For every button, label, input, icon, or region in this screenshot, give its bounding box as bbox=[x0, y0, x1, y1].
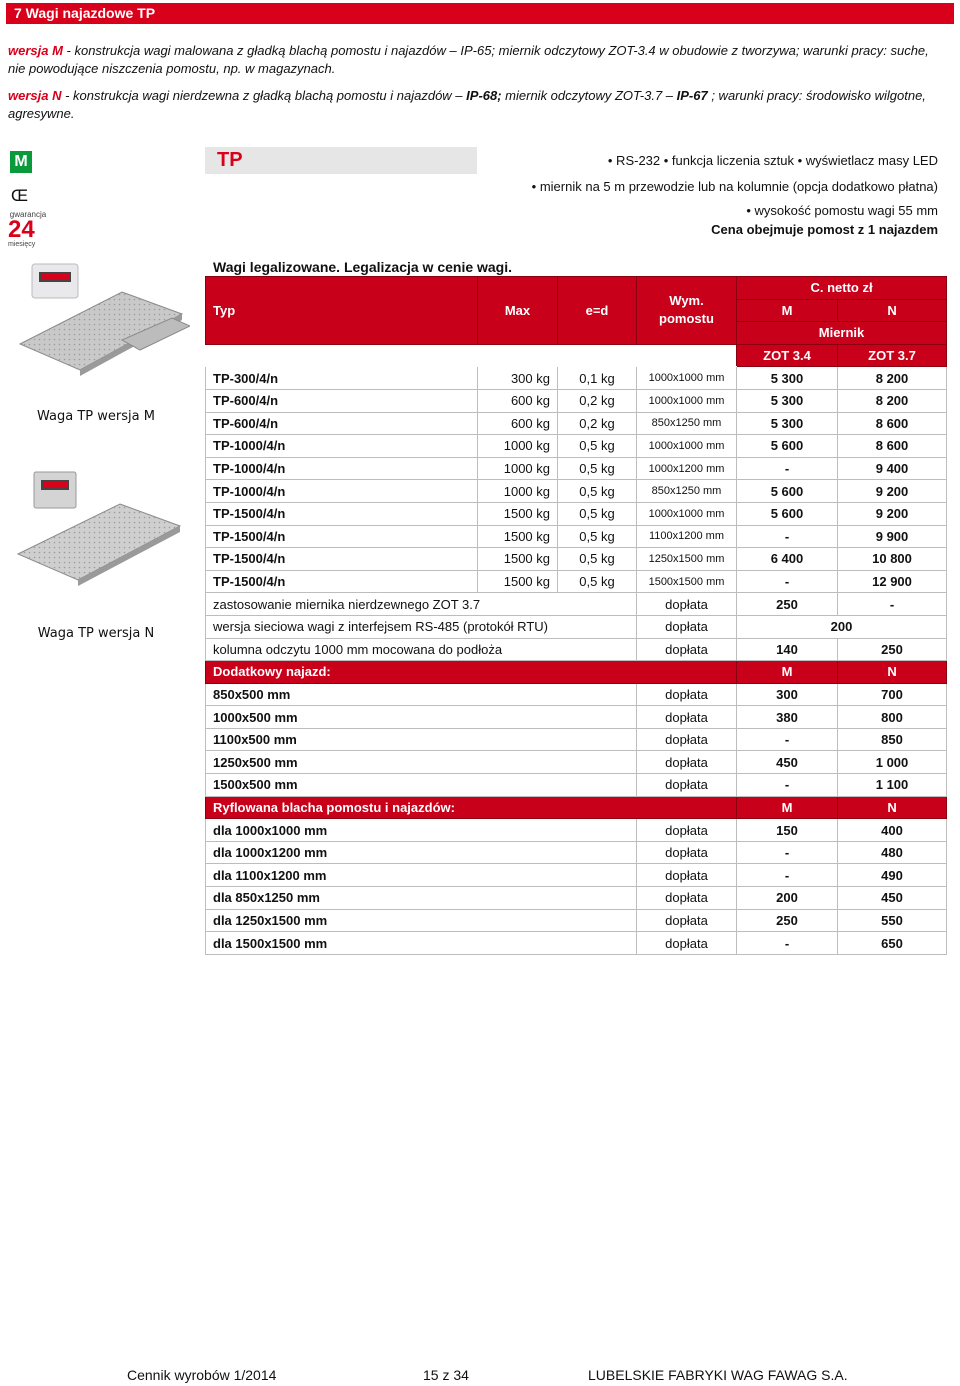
version-n-ip68: IP-68; bbox=[466, 88, 502, 103]
model-e: 0,2 kg bbox=[558, 412, 637, 435]
col-header-zot37: ZOT 3.7 bbox=[838, 344, 947, 367]
footer-page: 15 z 34 bbox=[423, 1367, 469, 1383]
ramp-price-m: 450 bbox=[737, 751, 838, 774]
col-header-zot34: ZOT 3.4 bbox=[737, 344, 838, 367]
model-type: TP-1000/4/n bbox=[206, 457, 478, 480]
model-e: 0,5 kg bbox=[558, 548, 637, 571]
scale-n-photo bbox=[12, 470, 190, 595]
guarantee-bottom: miesięcy bbox=[8, 241, 36, 248]
ramp-header bbox=[206, 661, 947, 684]
version-n-text-c: ; warunki pracy: środowisko wilgotne, agresywne. bbox=[8, 88, 926, 121]
ramp-col-n: N bbox=[838, 661, 947, 684]
model-price-m: - bbox=[737, 457, 838, 480]
model-platform-size: 1100x1200 mm bbox=[637, 525, 737, 548]
ribbed-price-m: - bbox=[737, 932, 838, 955]
ramp-price-m: - bbox=[737, 774, 838, 797]
ribbed-row bbox=[206, 864, 947, 887]
model-platform-size: 1500x1500 mm bbox=[637, 570, 737, 593]
ribbed-label: dla 1500x1500 mm bbox=[206, 932, 637, 955]
model-price-n: 9 900 bbox=[838, 525, 947, 548]
ribbed-header bbox=[206, 796, 947, 819]
option-label: zastosowanie miernika nierdzewnego ZOT 3.7 bbox=[206, 593, 637, 616]
model-price-n: 9 200 bbox=[838, 480, 947, 503]
ribbed-surcharge: dopłata bbox=[637, 864, 737, 887]
model-type: TP-1500/4/n bbox=[206, 525, 478, 548]
ramp-label: 1250x500 mm bbox=[206, 751, 637, 774]
ribbed-surcharge: dopłata bbox=[637, 909, 737, 932]
footer-company: LUBELSKIE FABRYKI WAG FAWAG S.A. bbox=[588, 1367, 848, 1383]
option-row bbox=[206, 638, 947, 661]
ramp-price-n: 850 bbox=[838, 728, 947, 751]
ribbed-row bbox=[206, 887, 947, 910]
model-price-m: - bbox=[737, 525, 838, 548]
model-platform-size: 1000x1000 mm bbox=[637, 502, 737, 525]
model-price-m: 5 300 bbox=[737, 367, 838, 390]
option-price-n: - bbox=[838, 593, 947, 616]
ribbed-price-m: - bbox=[737, 864, 838, 887]
model-e: 0,2 kg bbox=[558, 389, 637, 412]
option-surcharge: dopłata bbox=[637, 593, 737, 616]
ribbed-surcharge: dopłata bbox=[637, 887, 737, 910]
guarantee-number: 24 bbox=[8, 216, 35, 243]
feature-line-3: • wysokość pomostu wagi 55 mm bbox=[746, 203, 938, 218]
model-e: 0,5 kg bbox=[558, 525, 637, 548]
ribbed-price-m: 200 bbox=[737, 887, 838, 910]
model-e: 0,5 kg bbox=[558, 570, 637, 593]
ramp-surcharge: dopłata bbox=[637, 706, 737, 729]
table-row bbox=[206, 367, 947, 390]
ribbed-title: Ryflowana blacha pomostu i najazdów: bbox=[206, 796, 737, 819]
ribbed-row bbox=[206, 909, 947, 932]
col-header-e: e=d bbox=[558, 277, 637, 345]
ribbed-price-n: 400 bbox=[838, 819, 947, 842]
model-platform-size: 1000x1000 mm bbox=[637, 367, 737, 390]
ramp-label: 1100x500 mm bbox=[206, 728, 637, 751]
col-header-price: C. netto zł bbox=[737, 277, 947, 300]
scale-m-photo bbox=[12, 262, 190, 387]
col-header-wym bbox=[637, 277, 737, 345]
ribbed-row bbox=[206, 819, 947, 842]
ribbed-row bbox=[206, 841, 947, 864]
ramp-price-n: 1 100 bbox=[838, 774, 947, 797]
model-price-m: 5 600 bbox=[737, 502, 838, 525]
version-n-text-a: - konstrukcja wagi nierdzewna z gładką blachą pomostu i najazdów – bbox=[61, 88, 467, 103]
model-type: TP-1500/4/n bbox=[206, 502, 478, 525]
model-platform-size: 850x1250 mm bbox=[637, 480, 737, 503]
model-price-n: 8 200 bbox=[838, 367, 947, 390]
price-table bbox=[205, 276, 947, 955]
model-type: TP-600/4/n bbox=[206, 389, 478, 412]
ramp-title: Dodatkowy najazd: bbox=[206, 661, 737, 684]
model-max: 1000 kg bbox=[478, 435, 558, 458]
ribbed-col-m: M bbox=[737, 796, 838, 819]
legalization-note: Wagi legalizowane. Legalizacja w cenie wagi. bbox=[213, 259, 513, 275]
option-price-n: 250 bbox=[838, 638, 947, 661]
table-row bbox=[206, 435, 947, 458]
model-price-m: 6 400 bbox=[737, 548, 838, 571]
ribbed-label: dla 850x1250 mm bbox=[206, 887, 637, 910]
option-label: wersja sieciowa wagi z interfejsem RS-485 (protokół RTU) bbox=[206, 615, 637, 638]
feature-line-1: • RS-232 • funkcja liczenia sztuk • wyświetlacz masy LED bbox=[607, 153, 938, 168]
ribbed-price-n: 550 bbox=[838, 909, 947, 932]
table-row bbox=[206, 502, 947, 525]
footer-catalog: Cennik wyrobów 1/2014 bbox=[127, 1367, 277, 1383]
model-platform-size: 850x1250 mm bbox=[637, 412, 737, 435]
model-max: 1000 kg bbox=[478, 480, 558, 503]
model-e: 0,5 kg bbox=[558, 457, 637, 480]
ribbed-surcharge: dopłata bbox=[637, 841, 737, 864]
version-n-text-b: miernik odczytowy ZOT-3.7 – bbox=[501, 88, 677, 103]
ramp-surcharge: dopłata bbox=[637, 728, 737, 751]
model-max: 1000 kg bbox=[478, 457, 558, 480]
ramp-price-n: 700 bbox=[838, 683, 947, 706]
caption-version-n: Waga TP wersja N bbox=[37, 626, 155, 641]
intro-version-m bbox=[8, 42, 948, 78]
ramp-row bbox=[206, 683, 947, 706]
feature-line-2: • miernik na 5 m przewodzie lub na kolumnie (opcja dodatkowo płatna) bbox=[531, 179, 938, 194]
ribbed-label: dla 1250x1500 mm bbox=[206, 909, 637, 932]
model-platform-size: 1000x1000 mm bbox=[637, 389, 737, 412]
version-m-text: - konstrukcja wagi malowana z gładką blachą pomostu i najazdów – IP-65; miernik odczytowy ZOT-3.4 w obudowie z tworzywa; warunki pracy: suche, nie powodujące niszczenia pomostu, np. w magazynach. bbox=[8, 43, 929, 76]
option-label: kolumna odczytu 1000 mm mocowana do podłoża bbox=[206, 638, 637, 661]
model-price-m: 5 600 bbox=[737, 435, 838, 458]
section-title: 7 Wagi najazdowe TP bbox=[6, 3, 954, 24]
ribbed-label: dla 1000x1000 mm bbox=[206, 819, 637, 842]
model-max: 300 kg bbox=[478, 367, 558, 390]
model-e: 0,5 kg bbox=[558, 502, 637, 525]
model-price-n: 8 600 bbox=[838, 435, 947, 458]
ramp-price-n: 1 000 bbox=[838, 751, 947, 774]
model-price-n: 10 800 bbox=[838, 548, 947, 571]
ramp-surcharge: dopłata bbox=[637, 774, 737, 797]
model-e: 0,1 kg bbox=[558, 367, 637, 390]
feature-line-4: Cena obejmuje pomost z 1 najazdem bbox=[711, 222, 938, 237]
col-header-max: Max bbox=[478, 277, 558, 345]
col-header-m: M bbox=[737, 299, 838, 322]
caption-version-m: Waga TP wersja M bbox=[37, 409, 155, 424]
model-price-n: 9 400 bbox=[838, 457, 947, 480]
ribbed-price-n: 490 bbox=[838, 864, 947, 887]
model-type: TP-1000/4/n bbox=[206, 435, 478, 458]
option-price-m: 250 bbox=[737, 593, 838, 616]
ramp-price-m: 300 bbox=[737, 683, 838, 706]
model-type: TP-300/4/n bbox=[206, 367, 478, 390]
option-surcharge: dopłata bbox=[637, 638, 737, 661]
model-e: 0,5 kg bbox=[558, 480, 637, 503]
ramp-surcharge: dopłata bbox=[637, 751, 737, 774]
ribbed-row bbox=[206, 932, 947, 955]
model-price-n: 9 200 bbox=[838, 502, 947, 525]
table-row bbox=[206, 389, 947, 412]
model-type: TP-600/4/n bbox=[206, 412, 478, 435]
ribbed-price-m: 250 bbox=[737, 909, 838, 932]
model-max: 1500 kg bbox=[478, 570, 558, 593]
ribbed-price-m: 150 bbox=[737, 819, 838, 842]
table-row bbox=[206, 480, 947, 503]
ramp-price-m: - bbox=[737, 728, 838, 751]
product-name: TP bbox=[205, 147, 477, 174]
col-header-miernik: Miernik bbox=[737, 322, 947, 345]
model-price-n: 8 600 bbox=[838, 412, 947, 435]
table-row bbox=[206, 548, 947, 571]
model-platform-size: 1000x1000 mm bbox=[637, 435, 737, 458]
col-header-wym-1: Wym. bbox=[669, 293, 704, 309]
model-price-m: - bbox=[737, 570, 838, 593]
version-m-label: wersja M bbox=[8, 43, 63, 58]
ribbed-price-n: 450 bbox=[838, 887, 947, 910]
ribbed-label: dla 1000x1200 mm bbox=[206, 841, 637, 864]
ramp-row bbox=[206, 728, 947, 751]
header-spacer bbox=[206, 344, 737, 367]
option-price-m: 140 bbox=[737, 638, 838, 661]
metrology-mark-icon: M bbox=[10, 151, 32, 173]
model-type: TP-1000/4/n bbox=[206, 480, 478, 503]
ribbed-price-n: 480 bbox=[838, 841, 947, 864]
table-row bbox=[206, 412, 947, 435]
ramp-label: 1500x500 mm bbox=[206, 774, 637, 797]
ribbed-price-n: 650 bbox=[838, 932, 947, 955]
ce-mark-icon: Œ bbox=[11, 186, 28, 205]
model-price-m: 5 300 bbox=[737, 412, 838, 435]
ramp-row bbox=[206, 706, 947, 729]
model-max: 600 kg bbox=[478, 389, 558, 412]
model-e: 0,5 kg bbox=[558, 435, 637, 458]
col-header-wym-2: pomostu bbox=[659, 311, 714, 327]
table-row bbox=[206, 457, 947, 480]
guarantee-badge bbox=[8, 210, 48, 250]
model-price-n: 12 900 bbox=[838, 570, 947, 593]
col-header-n: N bbox=[838, 299, 947, 322]
option-price-both: 200 bbox=[737, 615, 947, 638]
col-header-typ: Typ bbox=[206, 277, 478, 345]
version-n-label: wersja N bbox=[8, 88, 62, 103]
ramp-label: 850x500 mm bbox=[206, 683, 637, 706]
intro-version-n bbox=[8, 87, 948, 123]
ribbed-col-n: N bbox=[838, 796, 947, 819]
model-price-m: 5 600 bbox=[737, 480, 838, 503]
ramp-price-n: 800 bbox=[838, 706, 947, 729]
model-platform-size: 1000x1200 mm bbox=[637, 457, 737, 480]
table-row bbox=[206, 570, 947, 593]
version-n-ip67: IP-67 bbox=[676, 88, 708, 103]
option-surcharge: dopłata bbox=[637, 615, 737, 638]
model-platform-size: 1250x1500 mm bbox=[637, 548, 737, 571]
ramp-label: 1000x500 mm bbox=[206, 706, 637, 729]
model-price-n: 8 200 bbox=[838, 389, 947, 412]
model-max: 600 kg bbox=[478, 412, 558, 435]
model-type: TP-1500/4/n bbox=[206, 570, 478, 593]
option-row bbox=[206, 615, 947, 638]
model-max: 1500 kg bbox=[478, 502, 558, 525]
model-type: TP-1500/4/n bbox=[206, 548, 478, 571]
ramp-row bbox=[206, 774, 947, 797]
ramp-row bbox=[206, 751, 947, 774]
model-max: 1500 kg bbox=[478, 548, 558, 571]
ribbed-label: dla 1100x1200 mm bbox=[206, 864, 637, 887]
option-row bbox=[206, 593, 947, 616]
model-price-m: 5 300 bbox=[737, 389, 838, 412]
ramp-col-m: M bbox=[737, 661, 838, 684]
model-max: 1500 kg bbox=[478, 525, 558, 548]
ramp-price-m: 380 bbox=[737, 706, 838, 729]
ribbed-surcharge: dopłata bbox=[637, 932, 737, 955]
ribbed-price-m: - bbox=[737, 841, 838, 864]
guarantee-top: gwarancja bbox=[9, 210, 47, 219]
ribbed-surcharge: dopłata bbox=[637, 819, 737, 842]
table-row bbox=[206, 525, 947, 548]
ramp-surcharge: dopłata bbox=[637, 683, 737, 706]
